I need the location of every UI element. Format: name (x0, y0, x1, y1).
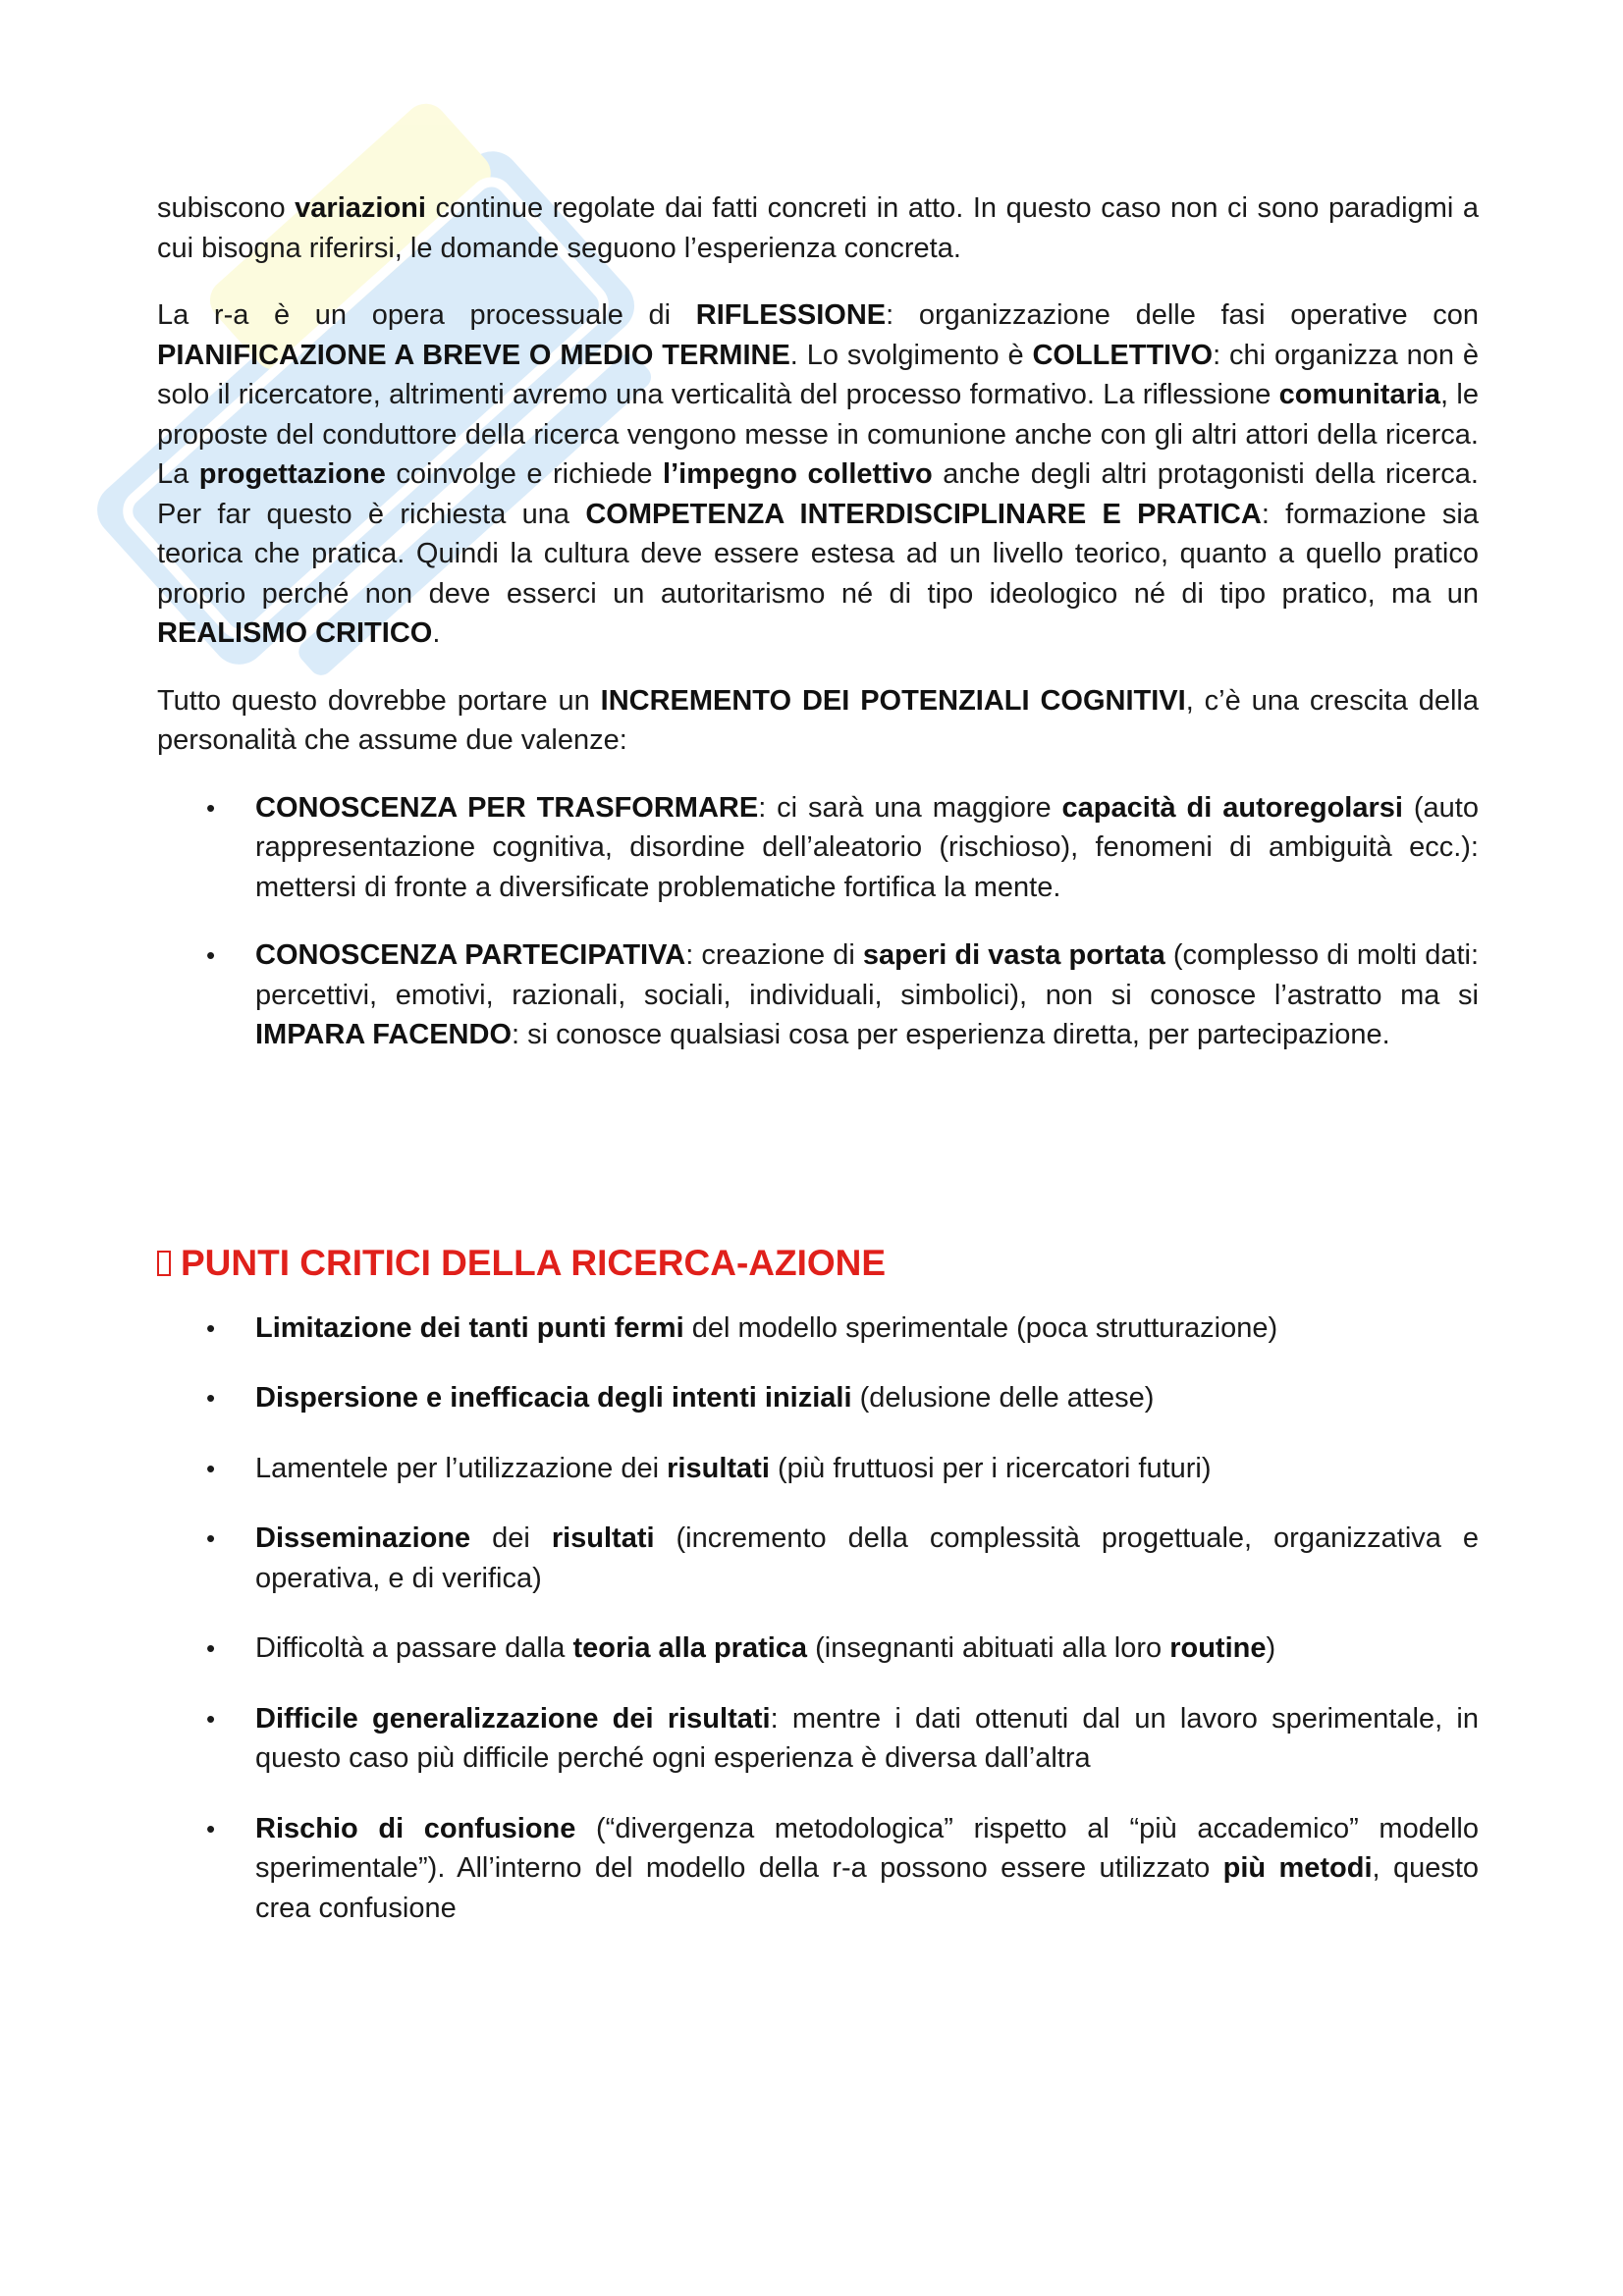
bullet-icon: • (206, 1453, 216, 1483)
bullet-icon: • (206, 1813, 216, 1843)
paragraph-2: La r-a è un opera processuale di RIFLESSIONE: organizzazione delle fasi operative con PIANIFICAZIONE A BREVE O MEDIO TERMINE. Lo svolgimento è COLLETTIVO: chi organizza non è solo il ricercatore, altrimenti avremo una verticalità del processo formativo. La riflessione comunitaria, le proposte del conduttore della ricerca vengono messe in comunione anche con gli altri attori della ricerca. La progettazione coinvolge e richiede l’impegno collettivo anche degli altri protagonisti della ricerca. Per far questo è richiesta una COMPETENZA INTERDISCIPLINARE E PRATICA: formazione sia teorica che pratica. Quindi la cultura deve essere estesa ad un livello teorico, quanto a quello pratico proprio perché non deve esserci un autoritarismo né di tipo ideologico né di tipo pratico, ma un REALISMO CRITICO. (157, 299, 1479, 649)
paragraph-1: subiscono variazioni continue regolate dai fatti concreti in atto. In questo caso non ci sono paradigmi a cui bisogna riferirsi, le domande seguono l’esperienza concreta. (157, 192, 1479, 264)
list-item: • Rischio di confusione (“divergenza metodologica” rispetto al “più accademico” modello sperimentale”). All’interno del modello della r-a possono essere utilizzato più metodi, questo crea confusione (157, 1809, 1479, 1929)
bullet-icon: • (206, 1703, 216, 1734)
section-heading (157, 1242, 1479, 1285)
section-heading-text: PUNTI CRITICI DELLA RICERCA-AZIONE (181, 1242, 887, 1283)
list-item: • CONOSCENZA PER TRASFORMARE: ci sarà una maggiore capacità di autoregolarsi (auto rappresentazione cognitiva, disordine dell’aleatorio (rischioso), fenomeni di ambiguità ecc.): mettersi di fronte a diversificate problematiche fortifica la mente. (157, 788, 1479, 908)
list-item: • Disseminazione dei risultati (incremento della complessità progettuale, organizzativa e operativa, e di verifica) (157, 1519, 1479, 1598)
list-item: • Limitazione dei tanti punti fermi del modello sperimentale (poca strutturazione) (157, 1308, 1479, 1349)
bullet-list-punti-critici (157, 1308, 1479, 1929)
missing-glyph-icon (157, 1251, 171, 1276)
bullet-icon: • (206, 1312, 216, 1343)
bullet-list-valenze (157, 788, 1479, 1055)
list-item: • Dispersione e inefficacia degli intenti iniziali (delusione delle attese) (157, 1378, 1479, 1418)
bullet-icon: • (206, 792, 216, 823)
paragraph-3: Tutto questo dovrebbe portare un INCREMENTO DEI POTENZIALI COGNITIVI, c’è una crescita della personalità che assume due valenze: (157, 684, 1480, 756)
list-item: • Difficile generalizzazione dei risultati: mentre i dati ottenuti dal un lavoro sperimentale, in questo caso più difficile perché ogni esperienza è diversa dall’altra (157, 1699, 1479, 1779)
list-item: • Lamentele per l’utilizzazione dei risultati (più fruttuosi per i ricercatori futuri) (157, 1449, 1479, 1489)
bullet-icon: • (206, 1383, 216, 1413)
document-page (157, 188, 1479, 1958)
bullet-icon: • (206, 1633, 216, 1663)
list-item: • CONOSCENZA PARTECIPATIVA: creazione di saperi di vasta portata (complesso di molti dati: percettivi, emotivi, razionali, sociali, individuali, simbolici), non si conosce l’astratto ma si IMPARA FACENDO: si conosce qualsiasi cosa per esperienza diretta, per partecipazione. (157, 935, 1479, 1055)
bullet-icon: • (206, 1523, 216, 1553)
list-item: • Difficoltà a passare dalla teoria alla pratica (insegnanti abituati alla loro routine) (157, 1629, 1479, 1669)
bullet-icon: • (206, 940, 216, 970)
